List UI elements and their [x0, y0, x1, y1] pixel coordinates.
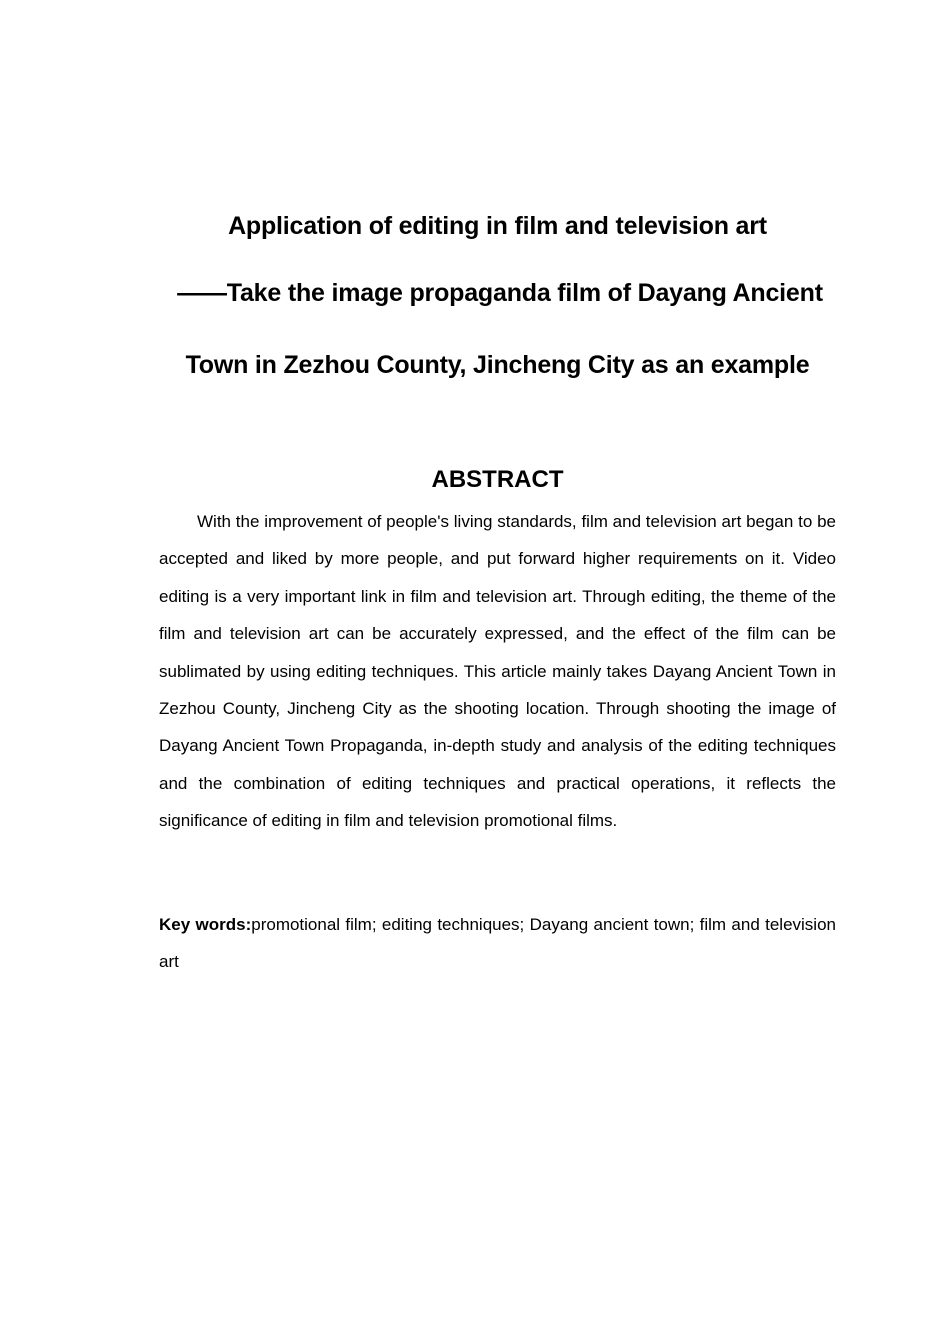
title-line-2: ——Take the image propaganda film of Dayang Ancient	[177, 279, 823, 307]
keywords-paragraph	[159, 906, 836, 981]
abstract-body: With the improvement of people's living standards, film and television art began to be accepted and liked by more people, and put forward higher requirements on it. Video editing is a very important link in film and television art. Through editing, the theme of the film and television art can be accurately expressed, and the effect of the film can be sublimated by using editing techniques. This article mainly takes Dayang Ancient Town in Zezhou County, Jincheng City as the shooting location. Through shooting the image of Dayang Ancient Town Propaganda, in-depth study and analysis of the editing techniques and the combination of editing techniques and practical operations, it reflects the significance of editing in film and television promotional films.	[159, 512, 836, 831]
keywords-label: Key words:	[159, 915, 252, 934]
title-line-3: Town in Zezhou County, Jincheng City as an example	[185, 351, 810, 379]
abstract-heading: ABSTRACT	[431, 466, 564, 493]
keywords-text: promotional film; editing techniques; Dayang ancient town; film and television art	[159, 915, 836, 972]
title-line-1: Application of editing in film and television art	[228, 212, 767, 240]
